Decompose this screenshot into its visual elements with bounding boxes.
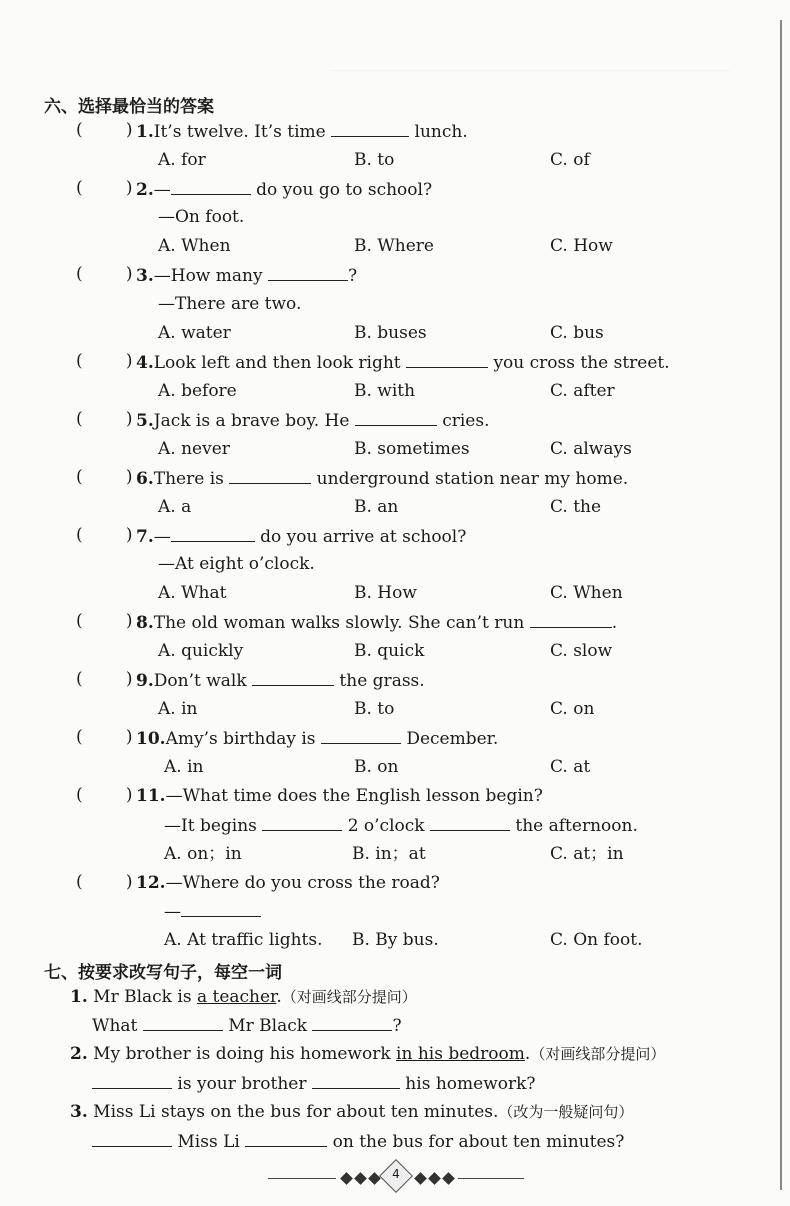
- question-1: 1.It’s twelve. It’s time lunch.: [136, 122, 468, 142]
- blank[interactable]: [245, 1130, 327, 1147]
- option-3b[interactable]: B. buses: [354, 323, 427, 343]
- blank[interactable]: [252, 669, 334, 686]
- diamond-icon: [354, 1172, 367, 1185]
- option-4c[interactable]: C. after: [550, 381, 615, 401]
- section-6-title: 六、选择最恰当的答案: [44, 97, 214, 117]
- option-7b[interactable]: B. How: [354, 583, 417, 603]
- answer-paren-11[interactable]: ( ): [76, 785, 133, 805]
- option-4a[interactable]: A. before: [158, 381, 237, 401]
- answer-paren-8[interactable]: ( ): [76, 611, 133, 631]
- option-10b[interactable]: B. on: [354, 757, 399, 777]
- question-5: 5.Jack is a brave boy. He cries.: [136, 411, 490, 431]
- option-11b[interactable]: B. in；at: [352, 844, 426, 864]
- question-10: 10.Amy’s birthday is December.: [136, 729, 499, 749]
- option-8b[interactable]: B. quick: [354, 641, 425, 661]
- answer-paren-3[interactable]: ( ): [76, 264, 133, 284]
- blank[interactable]: [143, 1014, 223, 1031]
- blank[interactable]: [92, 1130, 172, 1147]
- option-12b[interactable]: B. By bus.: [352, 930, 439, 950]
- diamond-icon: [414, 1172, 427, 1185]
- answer-paren-9[interactable]: ( ): [76, 669, 133, 689]
- question-9: 9.Don’t walk the grass.: [136, 671, 425, 691]
- answer-paren-5[interactable]: ( ): [76, 409, 133, 429]
- option-2c[interactable]: C. How: [550, 236, 613, 256]
- option-3a[interactable]: A. water: [158, 323, 231, 343]
- rewrite-1-answer: What Mr Black ?: [92, 1016, 402, 1036]
- option-9a[interactable]: A. in: [158, 699, 198, 719]
- blank[interactable]: [229, 467, 311, 484]
- rewrite-2: 2. My brother is doing his homework in his bedroom.（对画线部分提问）: [70, 1044, 666, 1064]
- blank[interactable]: [355, 409, 437, 426]
- question-11: 11.—What time does the English lesson begin?: [136, 786, 543, 806]
- diamond-icon: [368, 1172, 381, 1185]
- question-4: 4.Look left and then look right you cross the street.: [136, 353, 670, 373]
- page-number: 4: [392, 1167, 400, 1181]
- answer-paren-6[interactable]: ( ): [76, 467, 133, 487]
- rewrite-3-answer: Miss Li on the bus for about ten minutes?: [92, 1130, 624, 1153]
- option-10a[interactable]: A. in: [164, 757, 204, 777]
- question-11-reply: —It begins 2 o’clock the afternoon.: [164, 816, 638, 836]
- question-12-reply: —: [164, 900, 261, 923]
- page-edge-line: [780, 20, 782, 1190]
- option-5c[interactable]: C. always: [550, 439, 632, 459]
- blank[interactable]: [181, 900, 261, 917]
- option-7a[interactable]: A. What: [158, 583, 227, 603]
- answer-paren-7[interactable]: ( ): [76, 525, 133, 545]
- show-through-header: [330, 36, 730, 71]
- answer-paren-10[interactable]: ( ): [76, 727, 133, 747]
- option-2b[interactable]: B. Where: [354, 236, 434, 256]
- question-7-reply: —At eight o’clock.: [158, 554, 315, 574]
- blank[interactable]: [171, 178, 251, 195]
- blank[interactable]: [406, 351, 488, 368]
- blank[interactable]: [430, 814, 510, 831]
- option-1c[interactable]: C. of: [550, 150, 590, 170]
- page-footer: [268, 1168, 524, 1188]
- option-10c[interactable]: C. at: [550, 757, 591, 777]
- option-11c[interactable]: C. at；in: [550, 844, 624, 864]
- option-7c[interactable]: C. When: [550, 583, 623, 603]
- option-1b[interactable]: B. to: [354, 150, 395, 170]
- question-6: 6.There is underground station near my home.: [136, 469, 629, 489]
- question-2: 2.— do you go to school?: [136, 180, 433, 200]
- option-3c[interactable]: C. bus: [550, 323, 604, 343]
- blank[interactable]: [268, 264, 348, 281]
- option-5b[interactable]: B. sometimes: [354, 439, 470, 459]
- footer-rule-left: [268, 1178, 336, 1179]
- option-12c[interactable]: C. On foot.: [550, 930, 643, 950]
- question-8: 8.The old woman walks slowly. She can’t run .: [136, 613, 618, 633]
- answer-paren-1[interactable]: ( ): [76, 120, 133, 140]
- rewrite-1: 1. Mr Black is a teacher.（对画线部分提问）: [70, 987, 417, 1007]
- option-6c[interactable]: C. the: [550, 497, 602, 517]
- option-12a[interactable]: A. At traffic lights.: [164, 930, 323, 950]
- option-2a[interactable]: A. When: [158, 236, 231, 256]
- diamond-icon: [340, 1172, 353, 1185]
- rewrite-3: 3. Miss Li stays on the bus for about ten minutes.（改为一般疑问句）: [70, 1102, 634, 1122]
- question-3: 3.—How many ?: [136, 266, 358, 286]
- question-7: 7.— do you arrive at school?: [136, 527, 467, 547]
- option-9c[interactable]: C. on: [550, 699, 595, 719]
- footer-rule-right: [458, 1178, 524, 1179]
- answer-paren-12[interactable]: ( ): [76, 872, 133, 892]
- option-1a[interactable]: A. for: [158, 150, 206, 170]
- option-4b[interactable]: B. with: [354, 381, 416, 401]
- diamond-icon: [428, 1172, 441, 1185]
- option-6a[interactable]: A. a: [158, 497, 192, 517]
- blank[interactable]: [171, 525, 255, 542]
- section-7-title: 七、按要求改写句子，每空一词: [44, 963, 282, 983]
- blank[interactable]: [312, 1072, 400, 1089]
- question-3-reply: —There are two.: [158, 294, 302, 314]
- blank[interactable]: [321, 727, 401, 744]
- option-9b[interactable]: B. to: [354, 699, 395, 719]
- answer-paren-4[interactable]: ( ): [76, 351, 133, 371]
- diamond-icon: [442, 1172, 455, 1185]
- option-8c[interactable]: C. slow: [550, 641, 613, 661]
- option-5a[interactable]: A. never: [158, 439, 230, 459]
- blank[interactable]: [92, 1072, 172, 1089]
- option-11a[interactable]: A. on；in: [164, 844, 242, 864]
- answer-paren-2[interactable]: ( ): [76, 178, 133, 198]
- blank[interactable]: [331, 120, 409, 137]
- blank[interactable]: [530, 611, 612, 628]
- blank[interactable]: [262, 814, 342, 831]
- option-6b[interactable]: B. an: [354, 497, 399, 517]
- question-2-reply: —On foot.: [158, 207, 245, 227]
- blank[interactable]: [312, 1014, 392, 1031]
- question-12: 12.—Where do you cross the road?: [136, 873, 440, 893]
- rewrite-2-answer: is your brother his homework?: [92, 1072, 536, 1095]
- option-8a[interactable]: A. quickly: [158, 641, 244, 661]
